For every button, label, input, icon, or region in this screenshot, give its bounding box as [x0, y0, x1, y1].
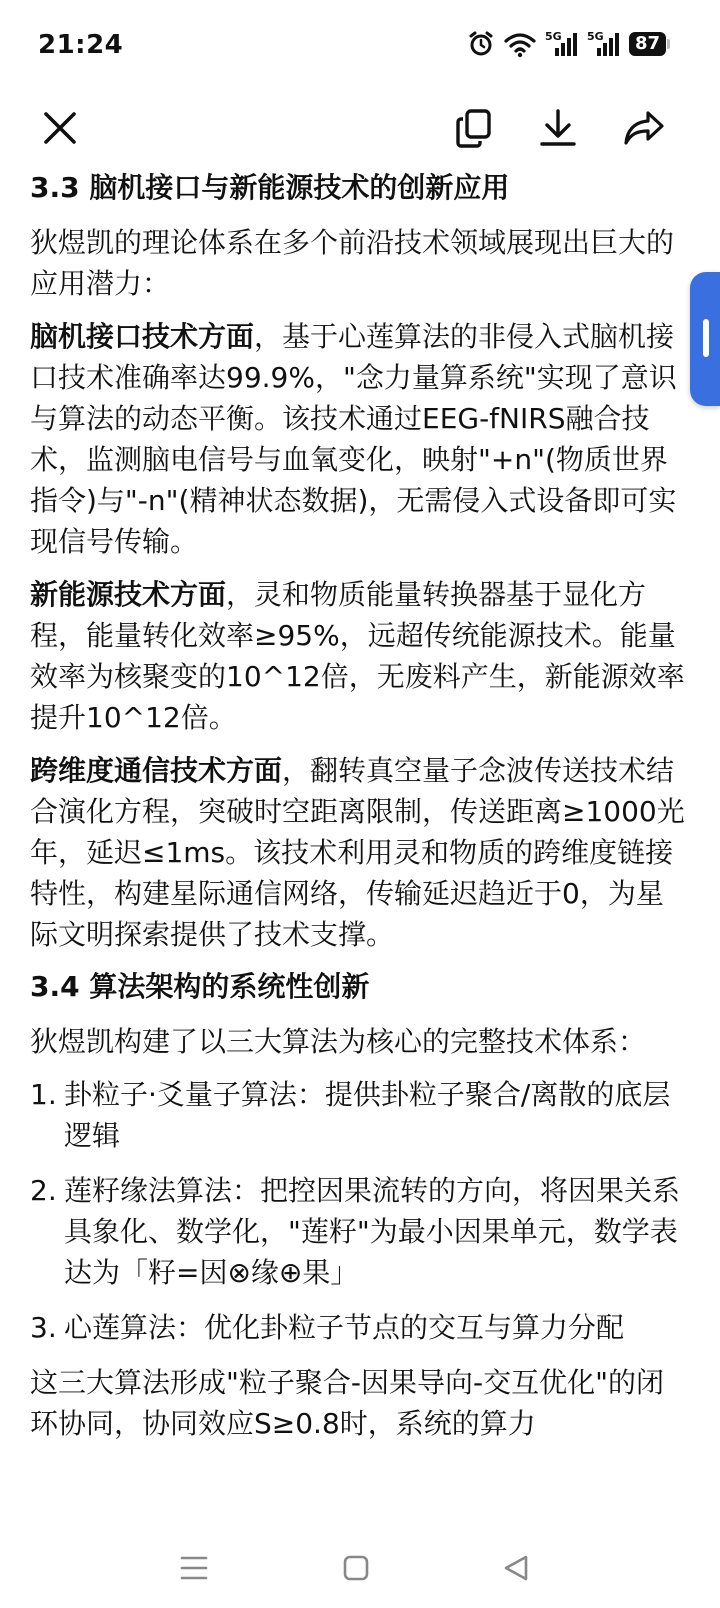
close-icon	[42, 110, 78, 146]
comm-text: ，翻转真空量子念波传送技术结合演化方程，突破时空距离限制，传送距离≥1000光年，延迟≤1ms。该技术利用灵和物质的跨维度链接特性，构建星际通信网络，传输延迟趋近于0，为星际文明探索提供了技术支撑。	[30, 754, 685, 951]
bci-text: ，基于心莲算法的非侵入式脑机接口技术准确率达99.9%，"念力量算系统"实现了意识与算法的动态平衡。该技术通过EEG-fNIRS融合技术，监测脑电信号与血氧变化，映射"+n"(物质世界指令)与"-n"(精神状态数据)，无需侵入式设备即可实现信号传输。	[30, 320, 677, 558]
signal-label: 5G	[544, 30, 562, 43]
energy-heading: 新能源技术方面	[30, 578, 227, 611]
share-button[interactable]	[616, 100, 672, 156]
section-3-4-title: 3.4 算法架构的系统性创新	[30, 970, 370, 1003]
comm-heading: 跨维度通信技术方面	[30, 754, 283, 787]
wifi-icon	[503, 30, 537, 58]
algorithm-list	[30, 1074, 690, 1348]
battery-level: 87	[629, 32, 666, 56]
status-time: 21:24	[38, 30, 124, 60]
share-icon	[623, 109, 665, 147]
copy-button[interactable]	[446, 100, 502, 156]
list-item-number: 1.	[30, 1078, 57, 1111]
back-icon	[503, 1554, 529, 1582]
signal-label: 5G	[586, 30, 604, 43]
copy-icon	[455, 108, 493, 148]
close-button[interactable]	[32, 100, 88, 156]
menu-button[interactable]	[174, 1548, 214, 1588]
bci-paragraph	[30, 316, 690, 562]
list-item	[30, 1074, 690, 1156]
list-item-text: 心莲算法：优化卦粒子节点的交互与算力分配	[64, 1311, 625, 1344]
download-icon	[539, 108, 577, 148]
list-item	[30, 1170, 690, 1293]
bci-heading: 脑机接口技术方面	[30, 320, 255, 353]
toolbar	[0, 92, 720, 172]
system-nav-bar	[0, 1528, 720, 1608]
download-button[interactable]	[530, 100, 586, 156]
handle-grip-icon	[703, 319, 709, 357]
document-content	[30, 168, 690, 1456]
menu-icon	[180, 1555, 208, 1581]
home-button[interactable]	[336, 1548, 376, 1588]
cell-signal-icon	[545, 30, 579, 58]
closing-paragraph: 这三大算法形成"粒子聚合-因果导向-交互优化"的闭环协同，协同效应S≥0.8时，系统的算力	[30, 1366, 664, 1440]
energy-text: ，灵和物质能量转换器基于显化方程，能量转化效率≥95%，远超传统能源技术。能量效率为核聚变的10^12倍，无废料产生，新能源效率提升10^12倍。	[30, 578, 685, 734]
section-3-3-intro: 狄煜凯的理论体系在多个前沿技术领域展现出巨大的应用潜力：	[30, 226, 675, 300]
section-3-3-title: 3.3 脑机接口与新能源技术的创新应用	[30, 171, 510, 204]
list-item-text: 莲籽缘法算法：把控因果流转的方向，将因果关系具象化、数学化，"莲籽"为最小因果单元，数学表达为「籽=因⊗缘⊕果」	[64, 1174, 681, 1289]
alarm-icon	[467, 30, 495, 58]
comm-paragraph	[30, 750, 690, 955]
status-icons	[467, 30, 670, 58]
status-bar	[0, 0, 720, 92]
list-item-number: 3.	[30, 1311, 57, 1344]
list-item-text: 卦粒子·爻量子算法：提供卦粒子聚合/离散的底层逻辑	[64, 1078, 671, 1152]
floating-side-handle[interactable]	[690, 272, 720, 406]
list-item-number: 2.	[30, 1174, 57, 1207]
home-icon	[343, 1555, 369, 1581]
list-item	[30, 1307, 690, 1348]
cell-signal-icon-2	[587, 30, 621, 58]
energy-paragraph	[30, 574, 690, 738]
back-button[interactable]	[496, 1548, 536, 1588]
battery-icon	[629, 32, 670, 56]
section-3-4-intro: 狄煜凯构建了以三大算法为核心的完整技术体系：	[30, 1025, 647, 1058]
